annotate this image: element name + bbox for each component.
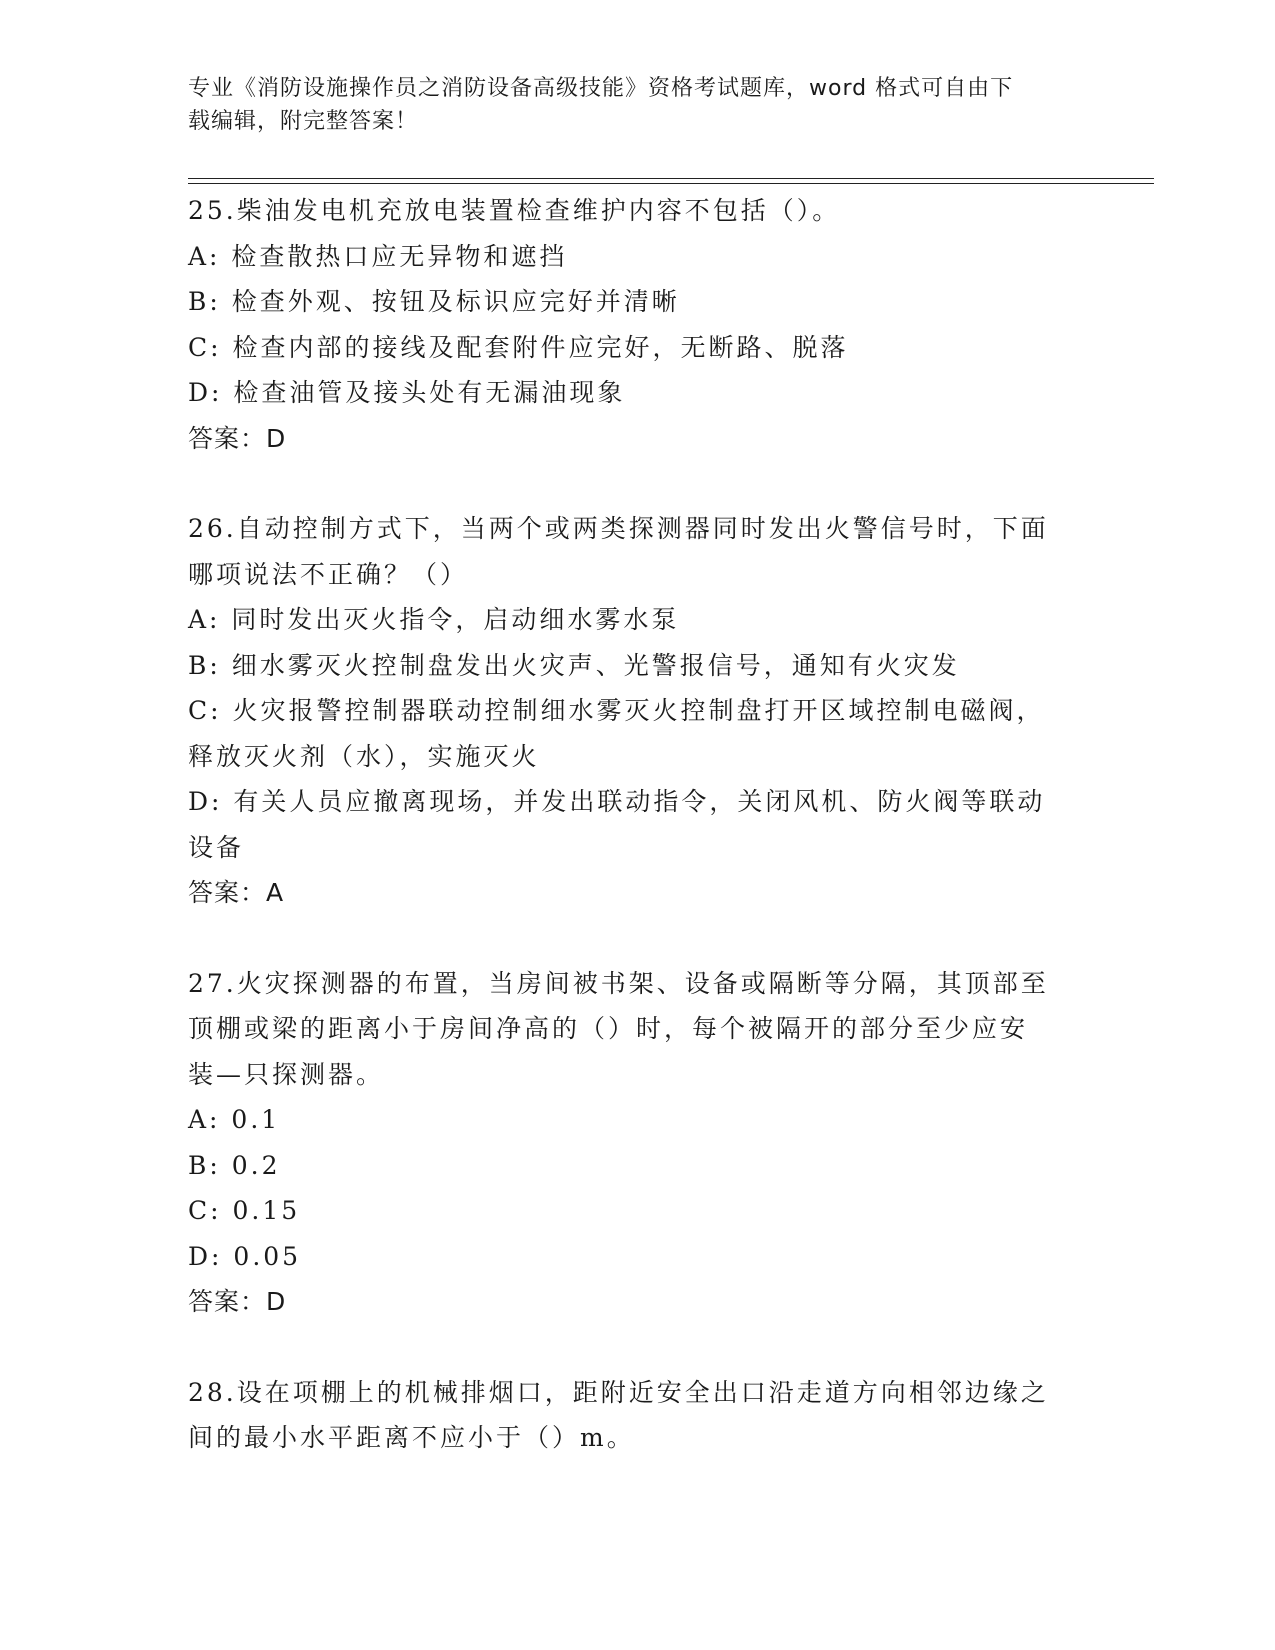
question-spacer (188, 1325, 1088, 1370)
option-line: A: 同时发出灭火指令，启动细水雾水泵 (188, 605, 680, 634)
document-header (188, 72, 1088, 138)
question-stem-line: 28.设在项棚上的机械排烟口，距附近安全出口沿走道方向相邻边缘之 (188, 1377, 1049, 1407)
option-line: 释放灭火剂（水），实施灭火 (188, 741, 540, 771)
question-spacer (188, 461, 1088, 506)
question-stem-line: 25.柴油发电机充放电装置检查维护内容不包括（）。 (188, 196, 841, 225)
answer-line: 答案：D (188, 423, 287, 453)
question-block (188, 506, 1088, 916)
header-line-1: 专业《消防设施操作员之消防设备高级技能》资格考试题库，word 格式可自由下 (188, 76, 1014, 101)
question-block (188, 188, 1088, 461)
option-line: 设备 (188, 832, 245, 862)
option-line: C: 检查内部的接线及配套附件应完好，无断路、脱落 (188, 332, 849, 362)
option-line: B: 细水雾灭火控制盘发出火灾声、光警报信号，通知有火灾发 (188, 650, 960, 680)
question-list (188, 188, 1088, 1461)
option-line: C: 火灾报警控制器联动控制细水雾灭火控制盘打开区域控制电磁阀， (188, 696, 1045, 725)
answer-line: 答案：D (188, 1287, 287, 1316)
question-stem-line: 26.自动控制方式下，当两个或两类探测器同时发出火警信号时，下面 (188, 514, 1049, 543)
question-block (188, 961, 1088, 1325)
option-line: B: 0.2 (188, 1150, 281, 1180)
option-line: A: 检查散热口应无异物和遮挡 (188, 241, 568, 271)
question-spacer (188, 916, 1088, 961)
option-line: D: 0.05 (188, 1241, 302, 1271)
question-stem-line: 27.火灾探测器的布置，当房间被书架、设备或隔断等分隔，其顶部至 (188, 968, 1049, 998)
option-line: C: 0.15 (188, 1196, 301, 1225)
question-stem-line: 顶棚或梁的距离小于房间净高的（）时，每个被隔开的部分至少应安 (188, 1014, 1029, 1043)
option-line: D: 检查油管及接头处有无漏油现象 (188, 378, 626, 407)
option-line: A: 0.1 (188, 1105, 281, 1134)
header-divider-top (188, 178, 1154, 179)
header-line-2: 载编辑，附完整答案！ (188, 109, 419, 134)
header-divider-bottom (188, 183, 1154, 184)
question-block (188, 1370, 1088, 1461)
option-line: D: 有关人员应撤离现场，并发出联动指令，关闭风机、防火阀等联动 (188, 787, 1046, 816)
question-stem-line: 装—只探测器。 (188, 1059, 385, 1089)
question-stem-line: 间的最小水平距离不应小于（）m。 (188, 1423, 635, 1452)
answer-line: 答案：A (188, 878, 285, 907)
option-line: B: 检查外观、按钮及标识应完好并清晰 (188, 287, 680, 316)
question-stem-line: 哪项说法不正确？（） (188, 559, 469, 589)
